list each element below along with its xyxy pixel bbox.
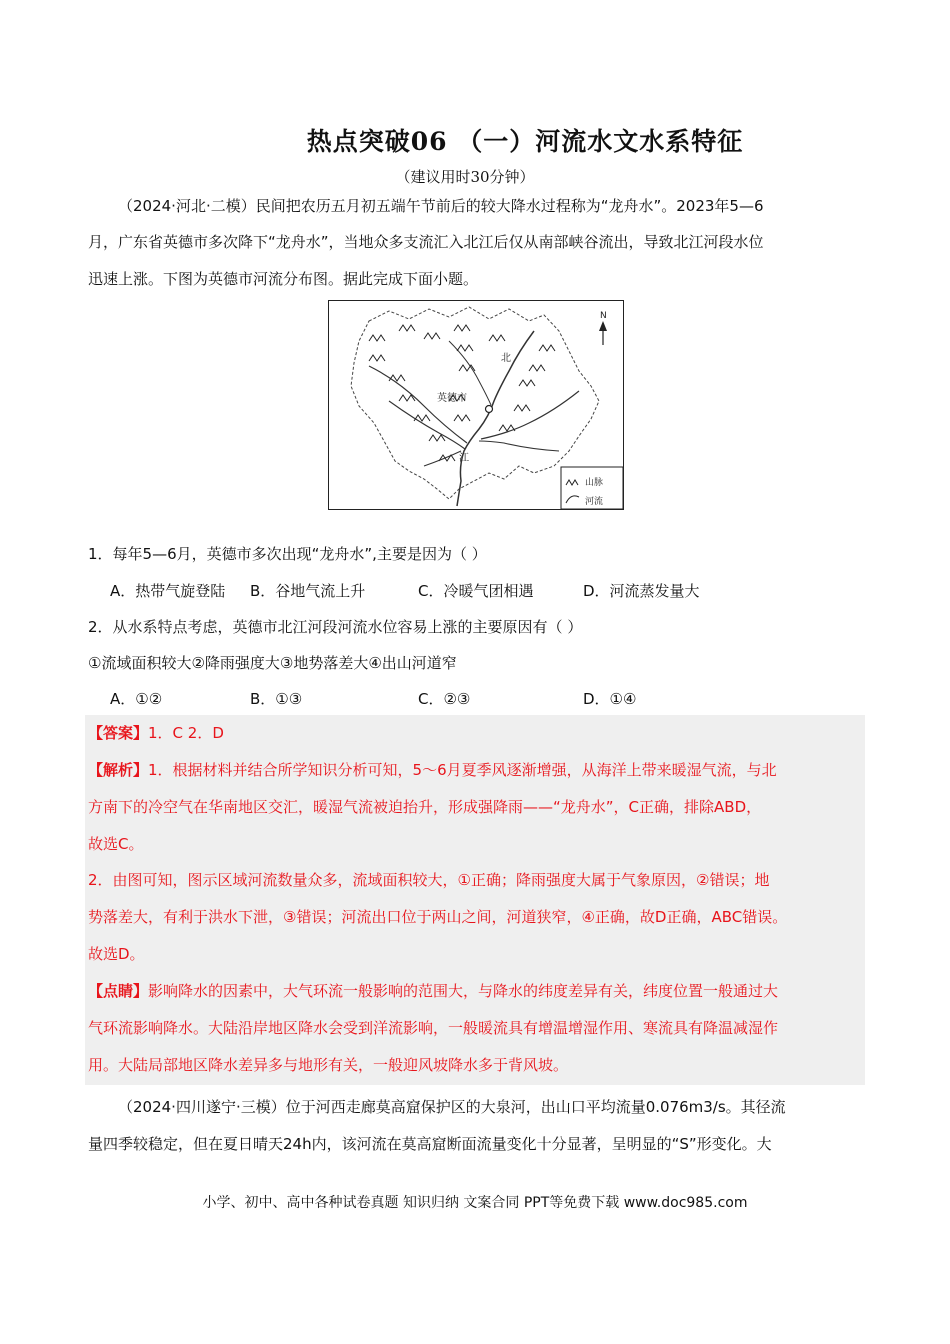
note-line: 气环流影响降水。大陆沿岸地区降水会受到洋流影响，一般暖流具有增温增湿作用、寒流具有降温减湿作 <box>88 1019 779 1037</box>
city-marker <box>486 406 493 413</box>
passage1-line: 月，广东省英德市多次降下“龙舟水”，当地众多支流汇入北江后仅从南部峡谷流出，导致北江河段水位 <box>88 233 764 251</box>
legend-mountain-label: 山脉 <box>585 478 604 488</box>
answer-line <box>88 722 224 743</box>
analysis-line: 故选C。 <box>88 835 144 853</box>
q2-option-c: C．②③ <box>418 690 471 708</box>
river-label-north: 北 <box>501 353 511 364</box>
legend-river-label: 河流 <box>585 497 604 507</box>
question1-stem: 1．每年5—6月，英德市多次出现“龙舟水”,主要是因为（ ） <box>88 545 487 563</box>
analysis-line: 故选D。 <box>88 945 145 963</box>
q1-option-a: A．热带气旋登陆 <box>110 582 226 600</box>
note-tag: 【点睛】 <box>88 982 149 1000</box>
page-footer: 小学、初中、高中各种试卷真题 知识归纳 文案合同 PPT等免费下载 www.doc985.com <box>202 1195 748 1211</box>
river-map-figure <box>328 300 624 510</box>
q1-option-b: B．谷地气流上升 <box>250 582 366 600</box>
q2-option-d: D．①④ <box>583 690 637 708</box>
passage1-line: （2024·河北·二模）民间把农历五月初五端午节前后的较大降水过程称为“龙舟水”。2023年5—6 <box>118 197 764 215</box>
city-label: 英德市 <box>437 393 467 404</box>
north-label: N <box>600 311 607 321</box>
river-label-south: 江 <box>459 453 469 464</box>
passage1-line: 迅速上涨。下图为英德市河流分布图。据此完成下面小题。 <box>88 270 479 288</box>
analysis-text: 1．根据材料并结合所学知识分析可知，5～6月夏季风逐渐增强，从海洋上带来暖湿气流，与北 <box>148 761 777 779</box>
q1-option-d: D．河流蒸发量大 <box>583 582 700 600</box>
note-text: 影响降水的因素中，大气环流一般影响的范围大，与降水的纬度差异有关，纬度位置一般通过大 <box>148 982 779 1000</box>
note-line <box>88 980 778 1001</box>
question2-stem: 2．从水系特点考虑，英德市北江河段河流水位容易上涨的主要原因有（ ） <box>88 618 583 636</box>
passage2-line: （2024·四川遂宁·三模）位于河西走廊莫高窟保护区的大泉河，出山口平均流量0.076m3/s。其径流 <box>118 1098 786 1116</box>
analysis-line: 方南下的冷空气在华南地区交汇，暖湿气流被迫抬升，形成强降雨——“龙舟水”，C正确，排除ABD， <box>88 798 762 816</box>
analysis-line <box>88 759 777 780</box>
analysis-line: 势落差大，有利于洪水下泄，③错误；河流出口位于两山之间，河道狭窄，④正确，故D正确，ABC错误。 <box>88 908 788 926</box>
river-map-svg <box>329 301 623 509</box>
answer-tag: 【答案】 <box>88 724 149 742</box>
north-arrow-icon <box>599 321 607 345</box>
note-line: 用。大陆局部地区降水差异多与地形有关，一般迎风坡降水多于背风坡。 <box>88 1056 569 1074</box>
answer-text: 1．C 2．D <box>148 724 224 742</box>
time-suggestion: （建议用时30分钟） <box>395 168 535 186</box>
q2-option-a: A．①② <box>110 690 163 708</box>
question2-conditions: ①流域面积较大②降雨强度大③地势落差大④出山河道窄 <box>88 654 457 672</box>
analysis-line: 2．由图可知，图示区域河流数量众多，流域面积较大，①正确；降雨强度大属于气象原因，②错误；地 <box>88 871 770 889</box>
analysis-tag: 【解析】 <box>88 761 149 779</box>
passage2-line: 量四季较稳定，但在夏日晴天24h内，该河流在莫高窟断面流量变化十分显著，呈明显的“S”形变化。大 <box>88 1135 772 1153</box>
page-title: 热点突破06 （一）河流水文水系特征 <box>306 127 744 156</box>
q1-option-c: C．冷暖气团相遇 <box>418 582 534 600</box>
q2-option-b: B．①③ <box>250 690 303 708</box>
